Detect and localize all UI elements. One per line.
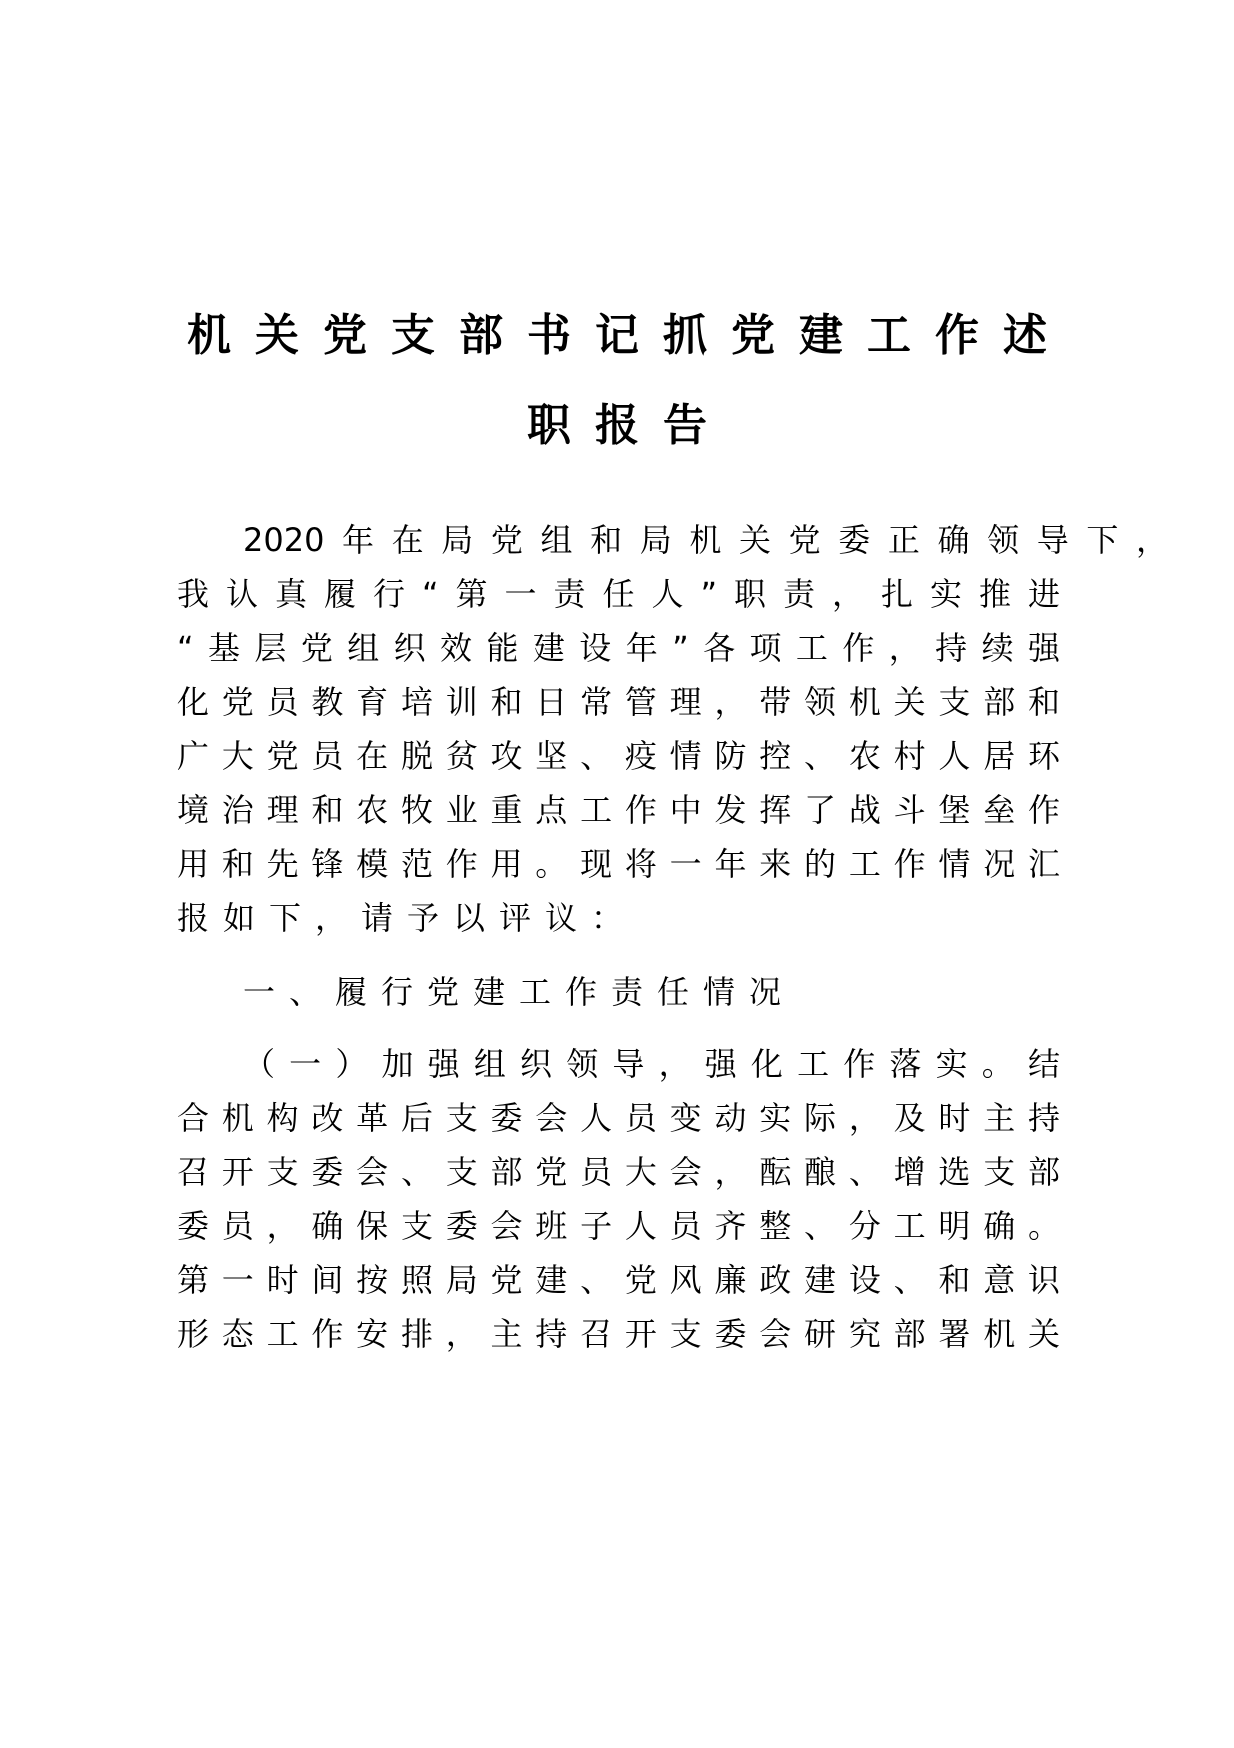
paragraph-line: 合机构改革后支委会人员变动实际，及时主持 bbox=[177, 1099, 1060, 1137]
paragraph-line: 广大党员在脱贫攻坚、疫情防控、农村人居环 bbox=[177, 737, 1060, 775]
paragraph-line: 我认真履行“第一责任人”职责，扎实推进 bbox=[177, 575, 1060, 613]
paragraph-line: “基层党组织效能建设年”各项工作，持续强 bbox=[177, 629, 1060, 667]
document-title-line-1: 机关党支部书记抓党建工作述 bbox=[187, 310, 1071, 361]
paragraph-line: 形态工作安排，主持召开支委会研究部署机关 bbox=[177, 1315, 1060, 1353]
paragraph-line: （一）加强组织领导，强化工作落实。结 bbox=[243, 1045, 1060, 1083]
paragraph-line: 化党员教育培训和日常管理，带领机关支部和 bbox=[177, 683, 1060, 721]
paragraph-line: 报如下，请予以评议： bbox=[177, 899, 638, 937]
paragraph-line: 境治理和农牧业重点工作中发挥了战斗堡垒作 bbox=[177, 791, 1060, 829]
document-title-line-2: 职报告 bbox=[527, 400, 731, 451]
section-heading: 一、履行党建工作责任情况 bbox=[243, 973, 796, 1011]
paragraph-line: 2020年在局党组和局机关党委正确领导下， bbox=[243, 521, 1168, 559]
paragraph-line: 用和先锋模范作用。现将一年来的工作情况汇 bbox=[177, 845, 1060, 883]
paragraph-line: 召开支委会、支部党员大会，酝酿、增选支部 bbox=[177, 1153, 1060, 1191]
paragraph-line: 第一时间按照局党建、党风廉政建设、和意识 bbox=[177, 1261, 1060, 1299]
paragraph-line: 委员，确保支委会班子人员齐整、分工明确。 bbox=[177, 1207, 1060, 1245]
